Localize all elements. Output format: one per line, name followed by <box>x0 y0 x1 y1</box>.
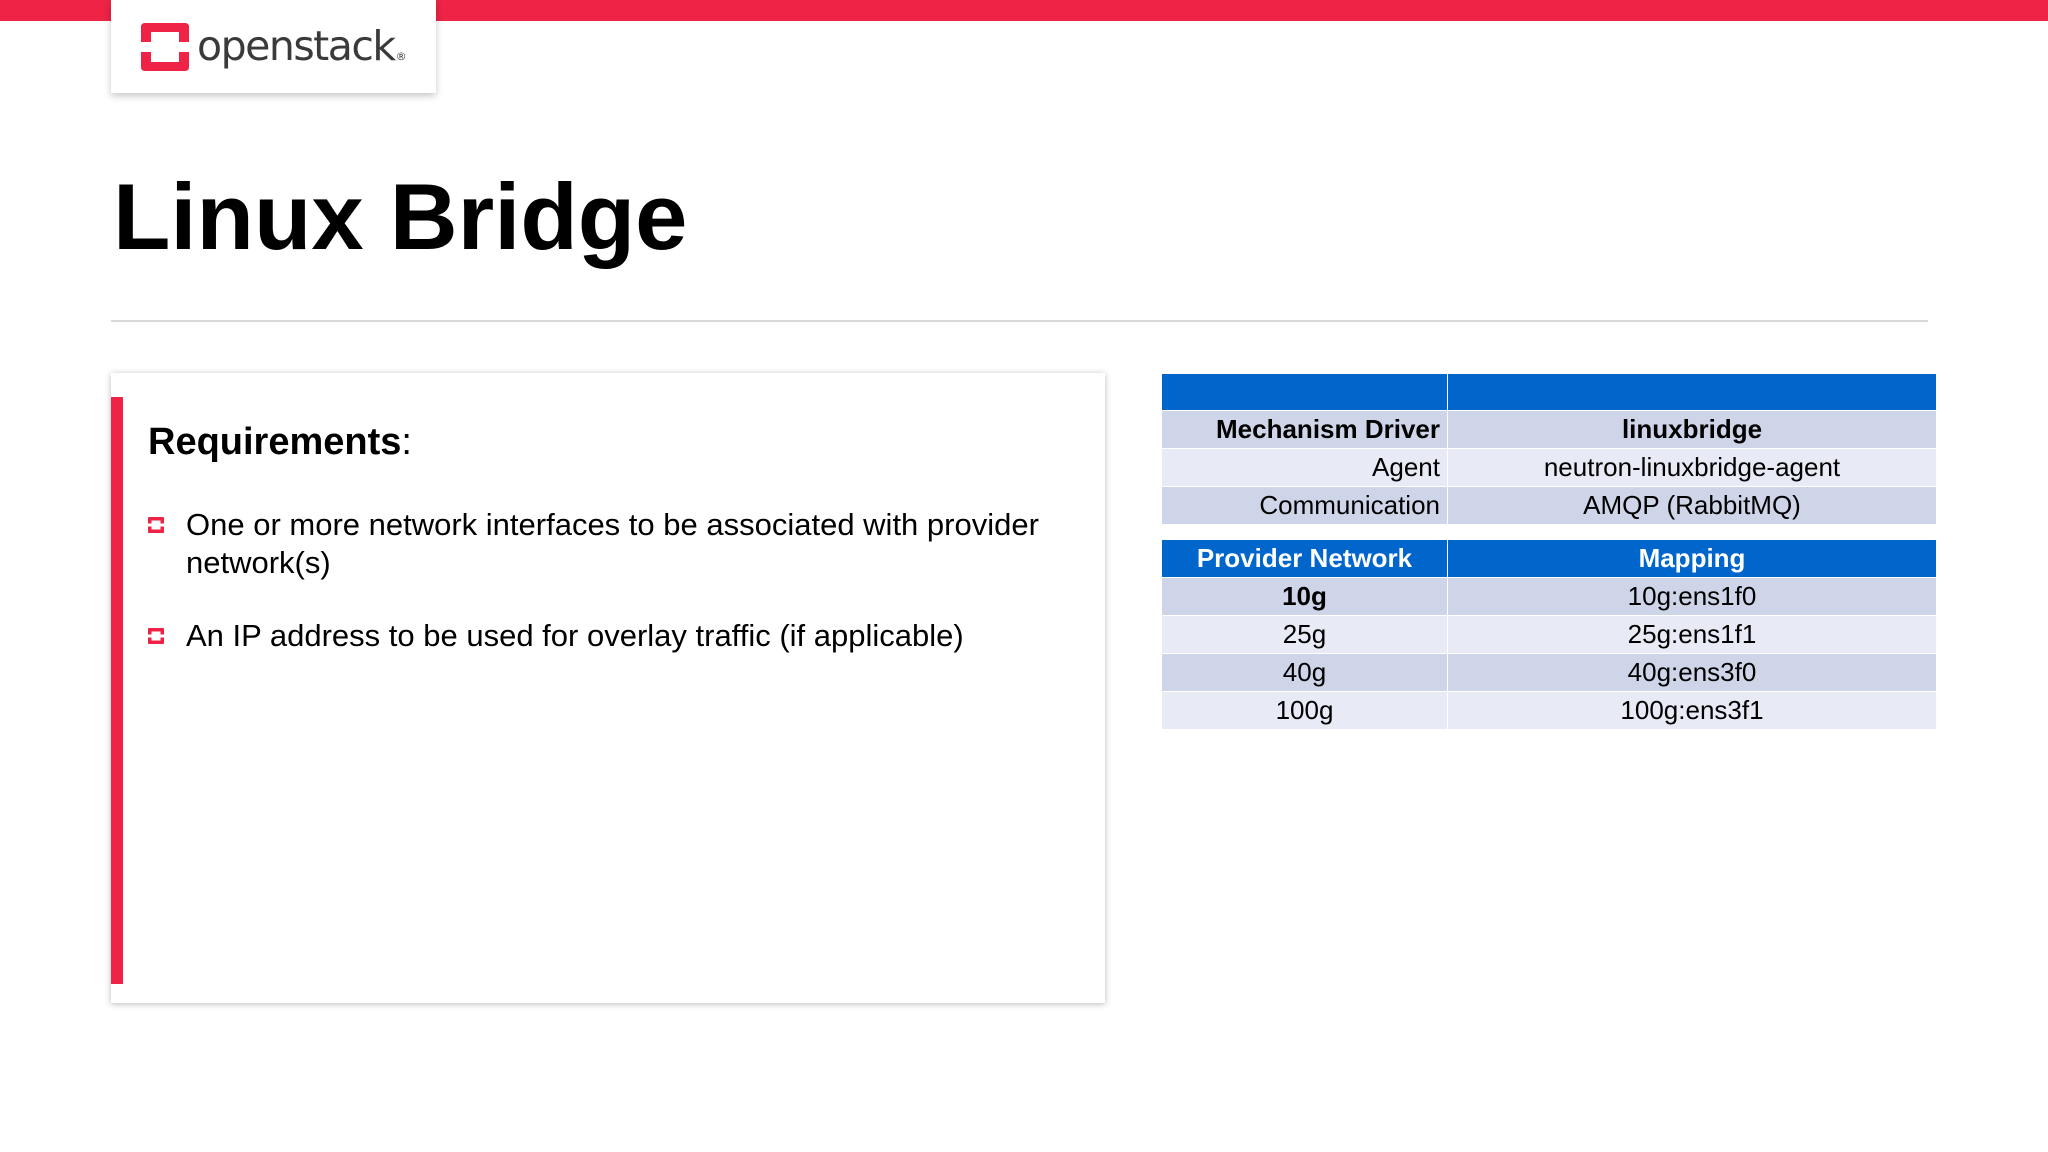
communication-label: Communication <box>1162 487 1448 525</box>
table-row <box>1162 449 1937 487</box>
mapping-cell: 100g:ens3f1 <box>1448 692 1937 730</box>
requirements-list <box>148 506 1068 690</box>
mechanism-driver-table <box>1161 373 1937 525</box>
requirement-item <box>148 506 1068 582</box>
openstack-bullet-icon <box>148 628 164 644</box>
requirements-heading-colon: : <box>401 421 412 463</box>
mapping-header: Mapping <box>1448 540 1937 578</box>
provider-network-cell: 40g <box>1162 654 1448 692</box>
table-row <box>1162 487 1937 525</box>
mapping-cell: 10g:ens1f0 <box>1448 578 1937 616</box>
table-row <box>1162 616 1937 654</box>
requirements-heading <box>148 423 412 461</box>
brand-name: openstack <box>197 22 395 70</box>
openstack-wordmark <box>197 22 407 70</box>
agent-value: neutron-linuxbridge-agent <box>1448 449 1937 487</box>
table-row <box>1162 692 1937 730</box>
provider-network-mapping-table <box>1161 539 1937 730</box>
mapping-table-header <box>1162 540 1937 578</box>
mapping-cell: 40g:ens3f0 <box>1448 654 1937 692</box>
openstack-logo-icon <box>141 23 189 71</box>
provider-network-cell: 25g <box>1162 616 1448 654</box>
provider-network-header: Provider Network <box>1162 540 1448 578</box>
requirements-accent-bar <box>111 397 123 984</box>
provider-network-cell: 10g <box>1162 578 1448 616</box>
provider-network-cell: 100g <box>1162 692 1448 730</box>
openstack-bullet-icon <box>148 517 164 533</box>
mechanism-header-cell <box>1448 374 1937 411</box>
registered-mark: ® <box>395 50 407 63</box>
requirement-text: An IP address to be used for overlay traffic (if applicable) <box>186 618 964 653</box>
mapping-cell: 25g:ens1f1 <box>1448 616 1937 654</box>
slide-title: Linux Bridge <box>113 164 688 269</box>
requirement-item <box>148 617 1068 655</box>
table-row <box>1162 411 1937 449</box>
openstack-logo <box>111 0 436 93</box>
agent-label: Agent <box>1162 449 1448 487</box>
title-divider <box>111 320 1928 322</box>
requirements-card <box>111 373 1105 1003</box>
mechanism-driver-label: Mechanism Driver <box>1162 411 1448 449</box>
requirement-text: One or more network interfaces to be associated with provider network(s) <box>186 507 1039 580</box>
mechanism-table-header <box>1162 374 1937 411</box>
mechanism-driver-value: linuxbridge <box>1448 411 1937 449</box>
requirements-heading-text: Requirements <box>148 421 402 463</box>
mechanism-header-cell <box>1162 374 1448 411</box>
table-row <box>1162 654 1937 692</box>
table-row <box>1162 578 1937 616</box>
communication-value: AMQP (RabbitMQ) <box>1448 487 1937 525</box>
